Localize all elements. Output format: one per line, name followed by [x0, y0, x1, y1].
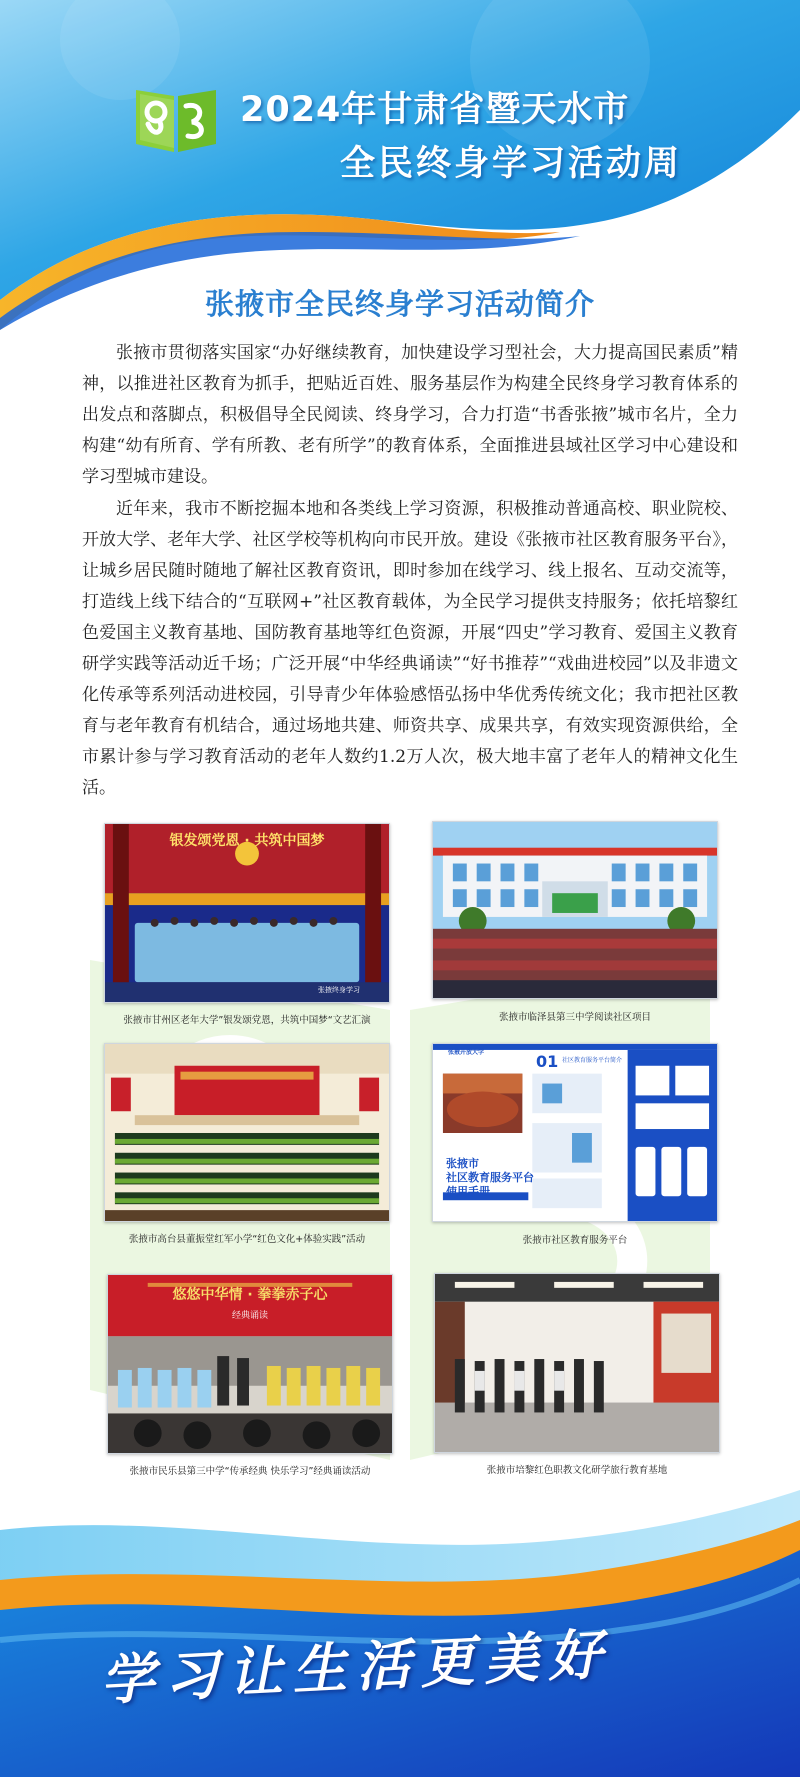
footer-slogan: 学习让生活更美好	[98, 1621, 614, 1713]
photo-platform-brochure-caption: 张掖市社区教育服务平台	[522, 1235, 628, 1246]
photo-research-base-caption: 张掖市培黎红色职教文化研学旅行教育基地	[486, 1465, 668, 1476]
brochure-section-number: 01	[536, 1052, 559, 1071]
photo-research-base	[434, 1273, 720, 1453]
learning-book-logo-icon	[130, 78, 222, 158]
header-title-line1: 2024年甘肃省暨天水市	[240, 90, 630, 130]
header-title-line2: 全民终身学习活动周	[340, 144, 683, 184]
intro-paragraph-2: 近年来，我市不断挖掘本地和各类线上学习资源，积极推动普通高校、职业院校、开放大学、老年大学、社区学校等机构向市民开放。建设《张掖市社区教育服务平台》，让城乡居民随时随地了解社区教育资讯，即时参加在线学习、线上报名、互动交流等，打造线上线下结合的“互联网+”社区教育载体，为全民学习提供支持服务；依托培黎红色爱国主义教育基地、国防教育基地等红色资源，开展“四史”学习教育、爱国主义教育研学实践等活动近千场；广泛开展“中华经典诵读”“好书推荐”“戏曲进校园”以及非遗文化传承等系列活动进校园，引导青少年体验感悟弘扬中华优秀传统文化；我市把社区教育与老年教育有机结合，通过场地共建、师资共享、成果共享，有效实现资源供给，全市累计参与学习教育活动的老年人数约1.2万人次，极大地丰富了老年人的精神文化生活。	[82, 499, 738, 798]
photo-performance-caption: 张掖市甘州区老年大学”银发颂党恩，共筑中国梦“文艺汇演	[123, 1015, 371, 1026]
photo-recitation-sub-banner: 经典诵读	[231, 1311, 268, 1321]
photo-performance-watermark: 张掖终身学习	[318, 986, 360, 994]
photo-performance	[104, 823, 390, 1003]
photo-classic-recitation-caption: 张掖市民乐县第三中学“传承经典 快乐学习”经典诵读活动	[129, 1466, 371, 1477]
photo-school-reading	[432, 821, 718, 999]
photo-red-culture-caption: 张掖市高台县董振堂红军小学“红色文化+体验实践”活动	[128, 1234, 366, 1245]
photo-school-reading-caption: 张掖市临泽县第三中学阅读社区项目	[498, 1012, 651, 1023]
brochure-section-title: 社区教育服务平台简介	[562, 1057, 623, 1064]
intro-paragraph-1: 张掖市贯彻落实国家“办好继续教育，加快建设学习型社会，大力提高国民素质”精神，以推进社区教育为抓手，把贴近百姓、服务基层作为构建全民终身学习教育体系的出发点和落脚点，积极倡导全民阅读、终身学习，合力打造“书香张掖”城市名片，全力构建“幼有所育、学有所教、老有所学”的教育体系，全面推进县域社区学习中心建设和学习型城市建设。	[82, 343, 738, 487]
photo-performance-banner: 银发颂党恩 · 共筑中国梦	[169, 833, 325, 849]
brochure-cover-title: 张掖市 社区教育服务平台 使用手册	[446, 1157, 534, 1198]
photo-red-culture	[104, 1043, 390, 1222]
photo-recitation-banner: 悠悠中华情 · 拳拳赤子心	[172, 1287, 328, 1303]
intro-title: 张掖市全民终身学习活动简介	[204, 287, 595, 321]
brochure-org-name: 张掖开放大学	[448, 1049, 485, 1056]
